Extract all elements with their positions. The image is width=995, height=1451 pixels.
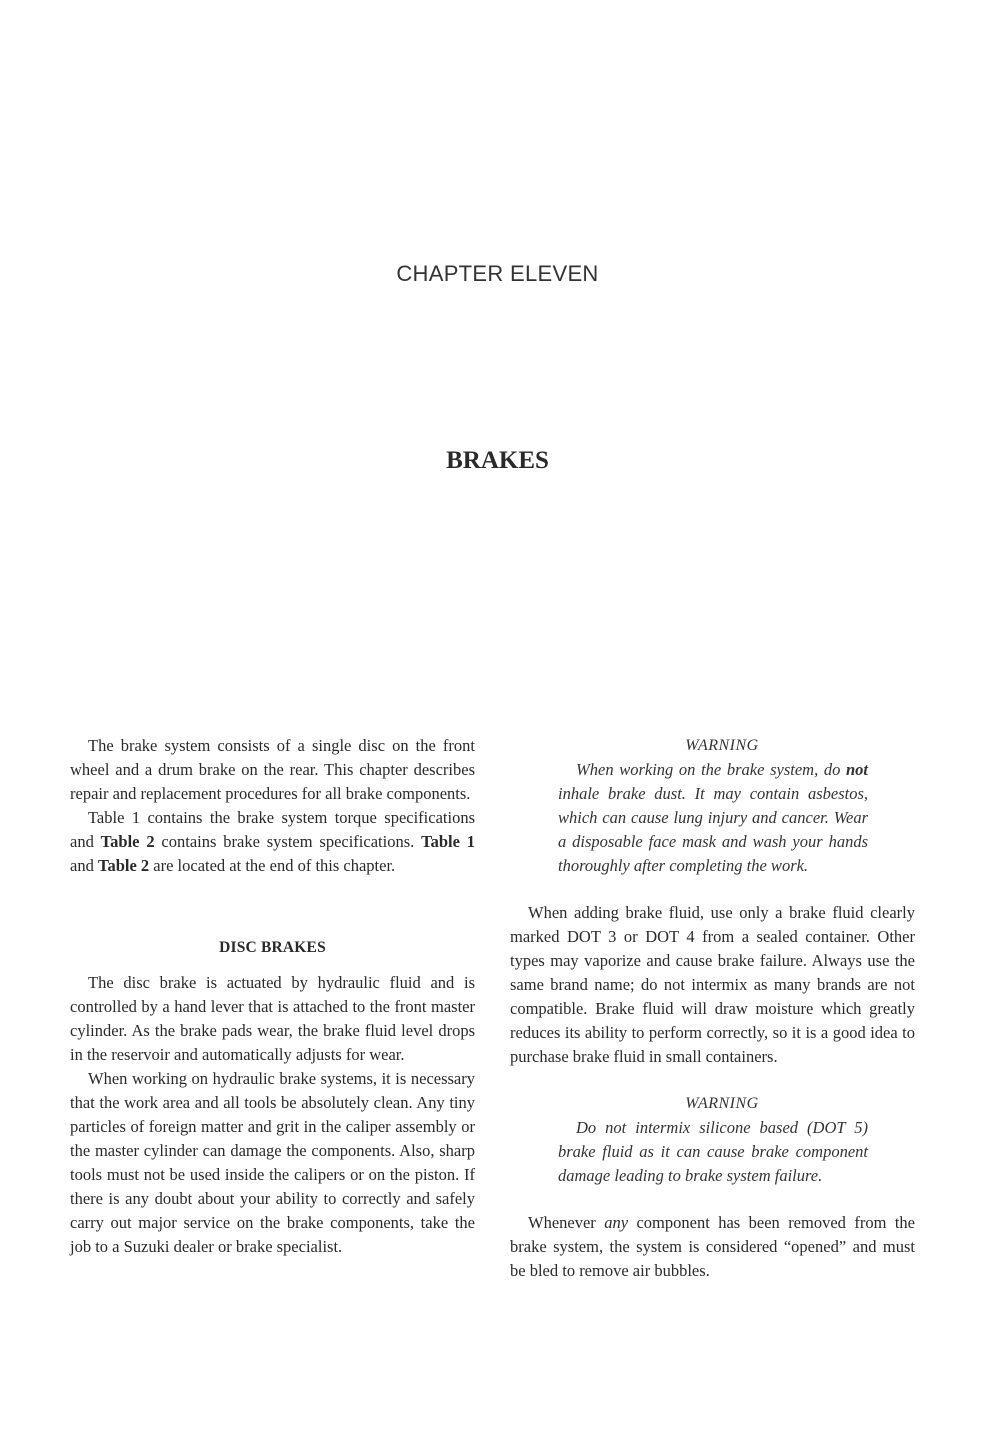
warning1-bold: not: [845, 760, 868, 779]
intro-p2-bold-2: Table 1: [421, 832, 476, 851]
spacer: [510, 1069, 915, 1092]
warning1-text-2: inhale brake dust. It may contain asbestos, which can cause lung injury and cancer. Wear a disposable face mask and wash your hands thoroughly after completing the work.: [558, 784, 868, 875]
intro-p2-text-4: are located at the end of this chapter.: [149, 856, 396, 875]
intro-paragraph-2: [70, 806, 475, 878]
intro-p2-text-3: and: [70, 856, 98, 875]
chapter-label: CHAPTER ELEVEN: [396, 261, 599, 286]
section-spacer: [70, 878, 475, 936]
disc-brakes-heading: DISC BRAKES: [219, 939, 326, 956]
warning1-text-1: When working on the brake system, do: [576, 760, 846, 779]
disc-paragraph-2: When working on hydraulic brake systems, it is necessary that the work area and all tools be absolutely clean. Any tiny particles of foreign matter and grit in the caliper assembly or the master cylinder can damage the components. Also, sharp tools must not be used inside the calipers or on the piston. If there is any doubt about your ability to correctly and safely carry out major service on the brake components, take the job to a Suzuki dealer or brake specialist.: [70, 1069, 475, 1256]
bleed-text-2: component has been removed from the brake system, the system is considered “opened” and must be bled to remove air bubbles.: [510, 1213, 915, 1280]
bleed-text-1: Whenever: [528, 1213, 605, 1232]
brake-fluid-paragraph: When adding brake fluid, use only a brake fluid clearly marked DOT 3 or DOT 4 from a sealed container. Other types may vaporize and cause brake failure. Always use the same brand name; do not intermix as many brands are not compatible. Brake fluid will draw moisture which greatly reduces its ability to perform correctly, so it is a good idea to purchase brake fluid in small containers.: [510, 903, 915, 1066]
intro-p2-bold-1: Table 2: [100, 832, 155, 851]
intro-paragraph-1: The brake system consists of a single disc on the front wheel and a drum brake on the rear. This chapter describes repair and replacement procedures for all brake components.: [70, 736, 475, 803]
warning-box-dust: [558, 734, 868, 878]
intro-p2-text-2: contains brake system specifications.: [154, 832, 422, 851]
warning-box-silicone: [558, 1092, 868, 1188]
warning-body-2: Do not intermix silicone based (DOT 5) brake fluid as it can cause brake component damage leading to brake system failure.: [558, 1118, 868, 1185]
left-column: [70, 734, 475, 1259]
spacer: [510, 878, 915, 901]
intro-p2-text-1: Table 1 contains the brake system torque specifications and: [70, 808, 475, 851]
intro-p2-bold-3: Table 2: [97, 856, 150, 875]
bleed-italic: any: [604, 1213, 629, 1232]
warning-body-1: [558, 758, 868, 878]
bleeding-paragraph: [510, 1211, 915, 1283]
right-column: [510, 734, 915, 1283]
spacer: [510, 1188, 915, 1211]
disc-paragraph-1: The disc brake is actuated by hydraulic fluid and is controlled by a hand lever that is attached to the front master cylinder. As the brake pads wear, the brake fluid level drops in the reservoir and automatically adjusts for wear.: [70, 973, 475, 1064]
chapter-title: BRAKES: [446, 447, 549, 474]
warning-title-1: WARNING: [685, 737, 759, 754]
warning-title-2: WARNING: [685, 1095, 759, 1112]
